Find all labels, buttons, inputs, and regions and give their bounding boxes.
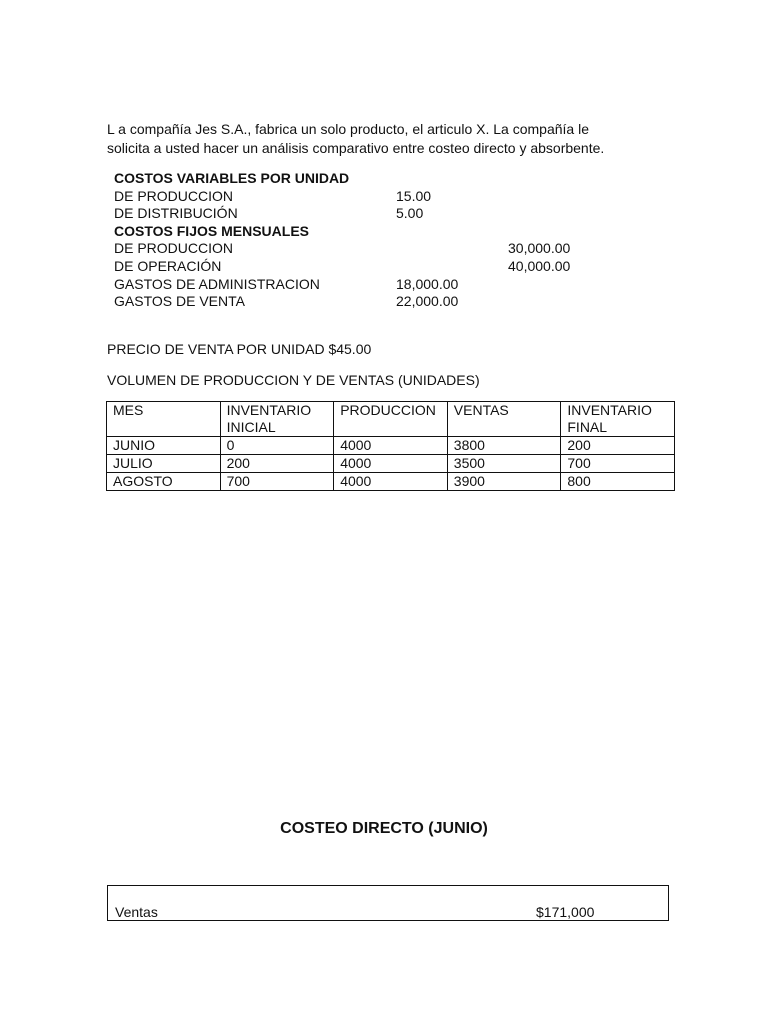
- table-cell: JULIO: [107, 455, 221, 473]
- volume-title: VOLUMEN DE PRODUCCION Y DE VENTAS (UNIDADES): [107, 372, 480, 388]
- volume-table: [106, 401, 675, 491]
- column-header: VENTAS: [447, 402, 561, 437]
- ventas-label: Ventas: [115, 904, 158, 920]
- table-row: [107, 473, 675, 491]
- table-row: [107, 455, 675, 473]
- cost-row: [114, 205, 674, 223]
- fixed-costs-header: COSTOS FIJOS MENSUALES: [114, 222, 309, 239]
- intro-paragraph: [107, 120, 667, 158]
- intro-line-2: solicita a usted hacer un análisis comparativo entre costeo directo y absorbente.: [107, 140, 605, 156]
- cost-value: 5.00: [396, 205, 424, 222]
- ventas-value: $171,000: [536, 904, 595, 920]
- table-cell: 700: [220, 473, 334, 491]
- table-cell: 4000: [334, 473, 448, 491]
- table-cell: JUNIO: [107, 437, 221, 455]
- column-header: INVENTARIO FINAL: [561, 402, 675, 437]
- column-header: PRODUCCION: [334, 402, 448, 437]
- table-cell: AGOSTO: [107, 473, 221, 491]
- cost-row: [114, 188, 674, 206]
- costs-list: [114, 170, 674, 311]
- table-row: [107, 437, 675, 455]
- cost-value: 40,000.00: [508, 257, 571, 274]
- table-cell: 0: [220, 437, 334, 455]
- table-cell: 200: [561, 437, 675, 455]
- column-header: INVENTARIO INICIAL: [220, 402, 334, 437]
- cost-label: DE PRODUCCION: [114, 187, 234, 204]
- cost-label: DE PRODUCCION: [114, 240, 234, 257]
- cost-value: 22,000.00: [396, 293, 459, 310]
- table-header-row: [107, 402, 675, 437]
- table-cell: 3900: [447, 473, 561, 491]
- table-cell: 700: [561, 455, 675, 473]
- intro-line-1: L a compañía Jes S.A., fabrica un solo producto, el articulo X. La compañía le: [107, 121, 589, 137]
- table-cell: 3500: [447, 455, 561, 473]
- cost-row: [114, 258, 674, 276]
- table-cell: 4000: [334, 455, 448, 473]
- cost-row: [114, 240, 674, 258]
- cost-value: 30,000.00: [508, 240, 571, 257]
- column-header: MES: [107, 402, 221, 437]
- costeo-directo-table: [107, 885, 669, 921]
- table-cell: 200: [220, 455, 334, 473]
- costeo-directo-title: COSTEO DIRECTO (JUNIO): [280, 820, 488, 837]
- cost-value: 15.00: [396, 187, 432, 204]
- variable-costs-header: COSTOS VARIABLES POR UNIDAD: [114, 170, 350, 186]
- cost-label: GASTOS DE VENTA: [114, 293, 245, 310]
- cost-row: [114, 293, 674, 311]
- table-cell: 800: [561, 473, 675, 491]
- cost-label: GASTOS DE ADMINISTRACION: [114, 275, 320, 292]
- cost-label: DE OPERACIÓN: [114, 257, 222, 274]
- unit-price-text: PRECIO DE VENTA POR UNIDAD $45.00: [107, 341, 372, 357]
- cost-label: DE DISTRIBUCIÓN: [114, 205, 238, 222]
- cost-value: 18,000.00: [396, 275, 459, 292]
- cost-row: [114, 276, 674, 294]
- table-cell: 4000: [334, 437, 448, 455]
- table-cell: 3800: [447, 437, 561, 455]
